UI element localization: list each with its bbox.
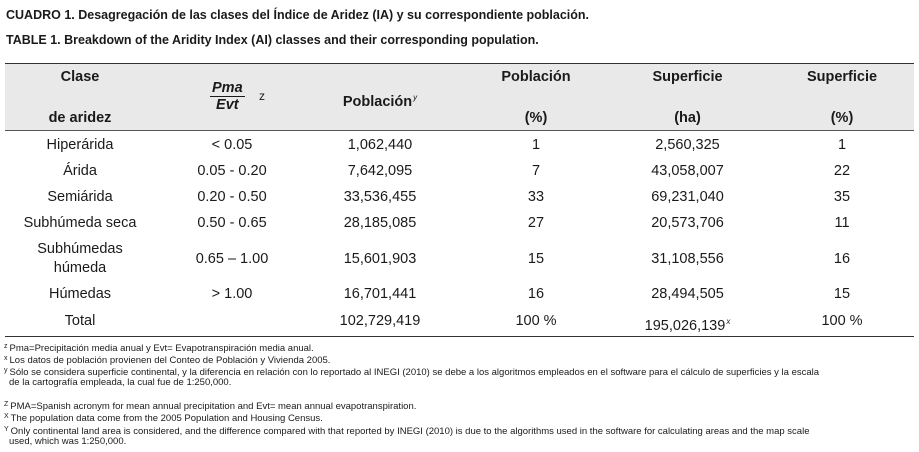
row-arida-superficie: 43,058,007 (651, 163, 724, 179)
footnote-text: The population data come from the 2005 Population and Housing Census. (10, 413, 323, 424)
footnote-text: Pma=Precipitación media anual y Evt= Evapotranspiración media anual. (9, 343, 314, 354)
footnote-mark: y (4, 367, 8, 374)
row-subhumeda-seca-pob-pct: 27 (527, 215, 545, 231)
header-superficie: Superficie (652, 69, 723, 85)
row-humedas-superficie: 28,494,505 (651, 286, 724, 302)
row-hiperarida-rango: < 0.05 (211, 137, 253, 153)
footnote-mark: x (4, 355, 8, 362)
row-arida-sup-pct: 22 (833, 163, 851, 179)
footnote-text: Only continental land area is considered, and the difference compared with that reported by INEGI (2010) is due to the algorithms used in the software for calculating areas and the map scale (10, 426, 810, 437)
header-poblacion-pct-unit: (%) (524, 110, 548, 126)
row-semiarida-superficie: 69,231,040 (651, 189, 724, 205)
row-arida-clase: Árida (63, 163, 97, 179)
table-title-es: CUADRO 1. Desagregación de las clases del Índice de Aridez (IA) y su correspondiente población. (6, 8, 590, 22)
row-subhumedas-humeda-clase: Subhúmedas (37, 241, 123, 257)
footnote-mark: Y (4, 426, 9, 433)
header-poblacion-pct: Población (501, 69, 571, 85)
footnote-mark: X (4, 413, 9, 420)
header-clase: Clase (60, 69, 100, 85)
row-humedas-sup-pct: 15 (833, 286, 851, 302)
row-subhumedas-humeda-sup-pct: 16 (833, 251, 851, 267)
row-subhumeda-seca-poblacion: 28,185,085 (343, 215, 417, 231)
row-semiarida-rango: 0.20 - 0.50 (197, 189, 267, 205)
table-bottom-rule (5, 336, 914, 337)
row-subhumedas-humeda-pob-pct: 15 (527, 251, 545, 267)
row-semiarida-sup-pct: 35 (833, 189, 851, 205)
footnote-mark: z (4, 343, 8, 350)
row-total-poblacion: 102,729,419 (339, 313, 421, 329)
row-subhumedas-humeda-rango: 0.65 – 1.00 (195, 251, 269, 267)
row-humedas-clase: Húmedas (48, 286, 112, 302)
footnote-text: Sólo se considera superficie continental, y la diferencia en relación con lo reportado al INEGI (2010) se debe a los algoritmos empleados en el software para el cálculo de superficies y la escala (9, 367, 820, 378)
row-arida-pob-pct: 7 (531, 163, 541, 179)
header-superficie-pct: Superficie (806, 69, 878, 85)
header-poblacion (300, 89, 460, 111)
header-clase-line2: de aridez (48, 110, 112, 126)
row-hiperarida-superficie: 2,560,325 (655, 137, 720, 153)
row-hiperarida-sup-pct: 1 (837, 137, 847, 153)
header-poblacion-sup: y (413, 93, 418, 102)
row-total-superficie-sup: x (726, 317, 731, 326)
footnote-text: de la cartografía empleada, la cual fue de 1:250,000. (9, 377, 232, 388)
table-title-en: TABLE 1. Breakdown of the Aridity Index (AI) classes and their corresponding population. (6, 33, 539, 47)
header-superficie-pct-unit: (%) (830, 110, 854, 126)
header-pma-evt-fraction (210, 80, 245, 113)
row-hiperarida-pob-pct: 1 (531, 137, 541, 153)
fraction-superscript: z (259, 89, 265, 103)
row-hiperarida-poblacion: 1,062,440 (347, 137, 413, 153)
row-total-clase: Total (64, 313, 96, 329)
footnote-text: PMA=Spanish acronym for mean annual precipitation and Evt= mean annual evapotranspiration. (10, 401, 417, 412)
row-semiarida-clase: Semiárida (47, 189, 113, 205)
footnote-mark: Z (4, 401, 9, 408)
footnote-text: Los datos de población provienen del Conteo de Población y Vivienda 2005. (9, 355, 331, 366)
row-arida-rango: 0.05 - 0.20 (197, 163, 267, 179)
row-subhumedas-humeda-superficie: 31,108,556 (651, 251, 724, 267)
row-humedas-rango: > 1.00 (211, 286, 253, 302)
footnote (9, 377, 231, 389)
row-total-sup-pct: 100 % (821, 313, 863, 329)
row-semiarida-poblacion: 33,536,455 (343, 189, 417, 205)
row-subhumedas-humeda-clase-line2: húmeda (53, 260, 107, 276)
footnote-text: used, which was 1:250,000. (9, 436, 127, 447)
footnote (4, 411, 323, 425)
row-humedas-poblacion: 16,701,441 (343, 286, 417, 302)
row-total-superficie-value: 195,026,139 (644, 318, 726, 334)
row-subhumeda-seca-clase: Subhúmeda seca (23, 215, 137, 231)
row-subhumedas-humeda-poblacion: 15,601,903 (343, 251, 417, 267)
row-subhumeda-seca-rango: 0.50 - 0.65 (197, 215, 267, 231)
row-arida-poblacion: 7,642,095 (347, 163, 413, 179)
footnote (9, 436, 126, 448)
row-subhumeda-seca-sup-pct: 11 (834, 215, 850, 231)
row-total-pob-pct: 100 % (515, 313, 557, 329)
fraction-denominator: Evt (216, 97, 239, 113)
header-superficie-unit: (ha) (674, 110, 701, 126)
row-semiarida-pob-pct: 33 (527, 189, 545, 205)
row-hiperarida-clase: Hiperárida (46, 137, 114, 153)
row-subhumeda-seca-superficie: 20,573,706 (651, 215, 724, 231)
header-poblacion-label: Población (342, 94, 413, 110)
row-humedas-pob-pct: 16 (527, 286, 545, 302)
fraction-numerator: Pma (212, 80, 243, 96)
row-total-superficie (600, 313, 775, 335)
